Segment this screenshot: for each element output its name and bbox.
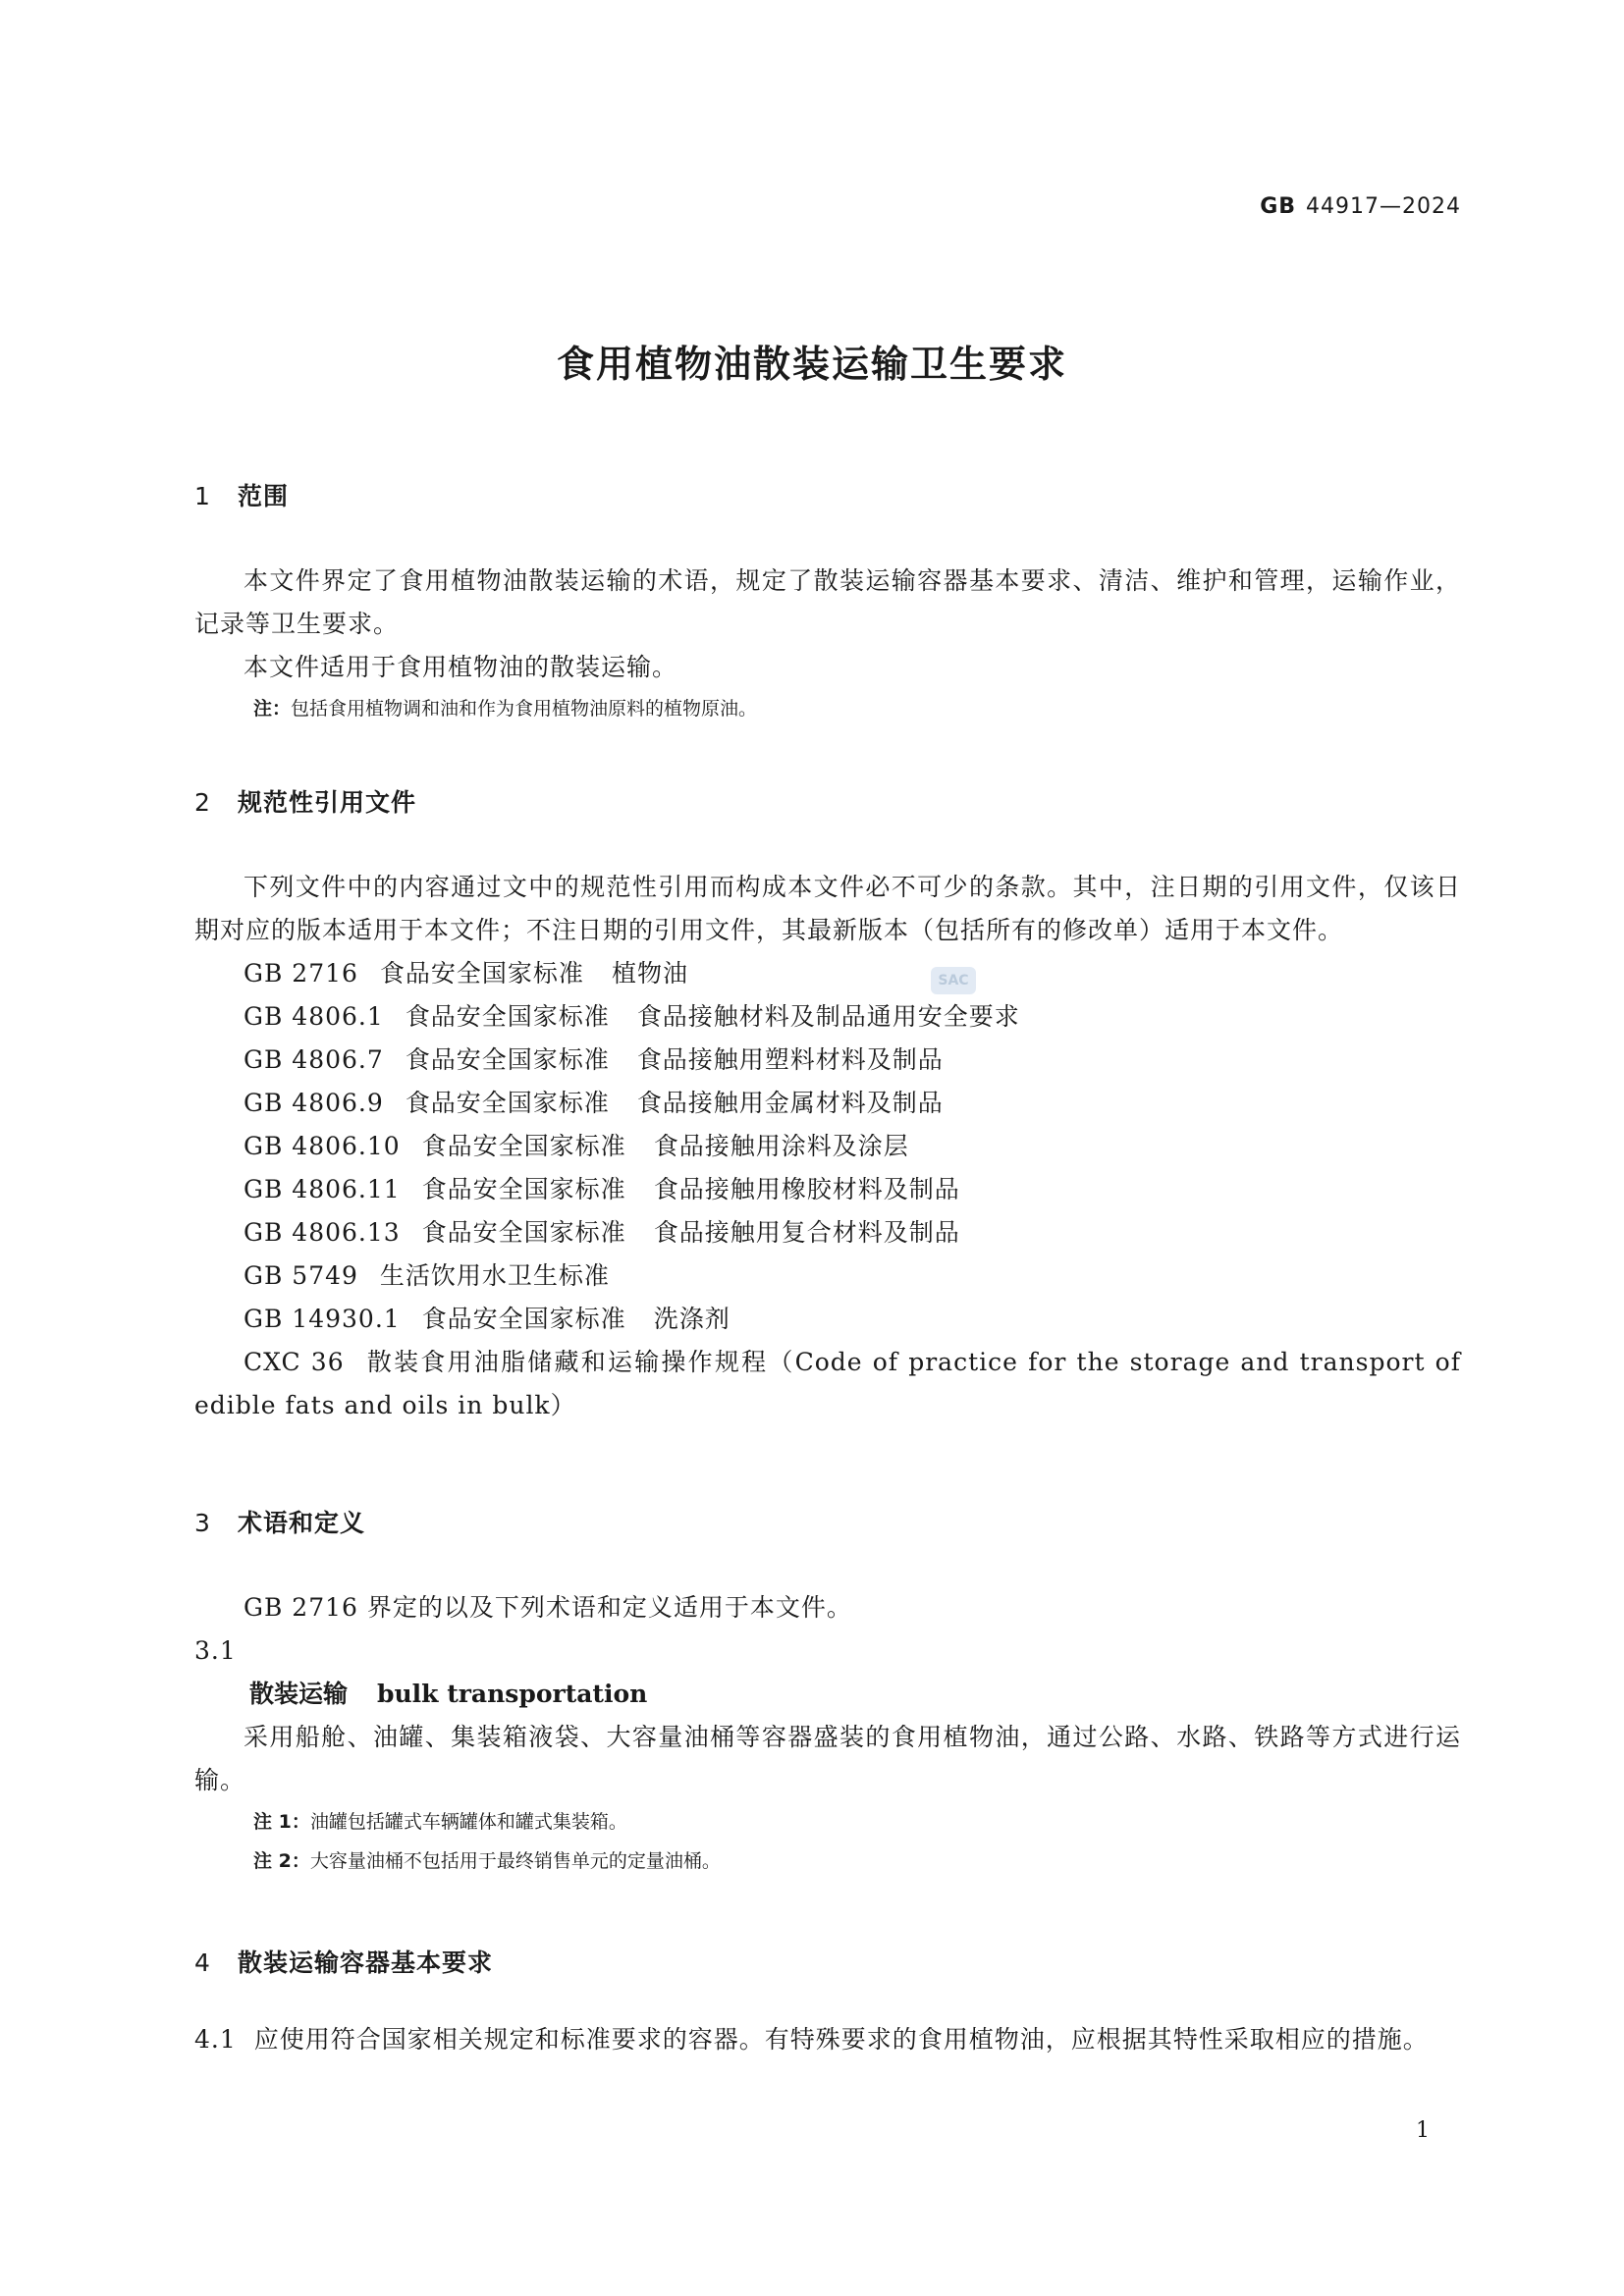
section-3-body bbox=[194, 1586, 1461, 1881]
term-name-zh: 散装运输 bbox=[249, 1680, 349, 1708]
section-1-heading bbox=[194, 477, 1461, 512]
sac-watermark-logo: SAC bbox=[931, 967, 976, 994]
section-3-title: 术语和定义 bbox=[238, 1509, 366, 1537]
reference-item: GB 4806.7 食品安全国家标准 食品接触用塑料材料及制品 bbox=[244, 1045, 944, 1074]
section-1-title: 范围 bbox=[238, 482, 290, 510]
reference-item: GB 4806.1 食品安全国家标准 食品接触材料及制品通用安全要求 bbox=[244, 1002, 1020, 1031]
section-2-body bbox=[194, 866, 1461, 1427]
section-3-number: 3 bbox=[194, 1509, 211, 1537]
section-2 bbox=[194, 783, 1461, 819]
section-2-paragraph-1: 下列文件中的内容通过文中的规范性引用而构成本文件必不可少的条款。其中，注日期的引用文件，仅该日期对应的版本适用于本文件；不注日期的引用文件，其最新版本（包括所有的修改单）适用于本文件。 bbox=[194, 873, 1461, 944]
note-label: 注： bbox=[253, 698, 292, 720]
section-2-heading bbox=[194, 783, 1461, 819]
term-name-en: bulk transportation bbox=[377, 1680, 648, 1708]
note-text: 包括食用植物调和油和作为食用植物油原料的植物原油。 bbox=[291, 698, 758, 720]
standard-code bbox=[1260, 194, 1461, 219]
reference-item: GB 4806.10 食品安全国家标准 食品接触用涂料及涂层 bbox=[244, 1132, 909, 1160]
clause-4-1 bbox=[194, 2018, 1461, 2061]
section-1-body bbox=[194, 560, 1461, 728]
section-3 bbox=[194, 1504, 1461, 1539]
clause-number: 4.1 bbox=[194, 2025, 237, 2054]
page-number: 1 bbox=[1416, 2118, 1430, 2143]
section-3-heading bbox=[194, 1504, 1461, 1539]
reference-item: GB 4806.9 食品安全国家标准 食品接触用金属材料及制品 bbox=[244, 1089, 944, 1117]
term-note-2 bbox=[194, 1842, 1461, 1881]
reference-item-last bbox=[194, 1341, 1461, 1427]
section-4-number: 4 bbox=[194, 1949, 211, 1977]
section-4 bbox=[194, 1944, 1461, 1979]
note-text: 大容量油桶不包括用于最终销售单元的定量油桶。 bbox=[309, 1850, 721, 1872]
section-4-body bbox=[194, 2018, 1461, 2061]
term-note-1 bbox=[194, 1802, 1461, 1842]
note-label: 注 1： bbox=[253, 1811, 310, 1833]
term-number: 3.1 bbox=[194, 1636, 237, 1665]
reference-item: GB 5749 生活饮用水卫生标准 bbox=[244, 1261, 610, 1290]
clause-text: 应使用符合国家相关规定和标准要求的容器。有特殊要求的食用植物油，应根据其特性采取相应的措施。 bbox=[253, 2025, 1429, 2054]
note-label: 注 2： bbox=[253, 1850, 310, 1872]
standard-number: 44917—2024 bbox=[1306, 194, 1461, 219]
section-1-paragraph-2: 本文件适用于食用植物油的散装运输。 bbox=[244, 653, 678, 681]
section-2-number: 2 bbox=[194, 788, 211, 817]
reference-list bbox=[194, 952, 1461, 1341]
section-2-title: 规范性引用文件 bbox=[238, 788, 417, 817]
reference-code: CXC 36 bbox=[244, 1348, 345, 1376]
section-3-paragraph-1: GB 2716 界定的以及下列术语和定义适用于本文件。 bbox=[244, 1593, 852, 1622]
reference-item: GB 2716 食品安全国家标准 植物油 bbox=[244, 959, 688, 988]
section-1-paragraph-1: 本文件界定了食用植物油散装运输的术语，规定了散装运输容器基本要求、清洁、维护和管理，运输作业，记录等卫生要求。 bbox=[194, 566, 1461, 638]
term-name bbox=[194, 1673, 1461, 1716]
note-text: 油罐包括罐式车辆罐体和罐式集装箱。 bbox=[309, 1811, 627, 1833]
section-1-number: 1 bbox=[194, 482, 211, 510]
reference-item: GB 14930.1 食品安全国家标准 洗涤剂 bbox=[244, 1305, 731, 1333]
section-4-title: 散装运输容器基本要求 bbox=[238, 1949, 494, 1977]
standard-prefix: GB bbox=[1260, 194, 1297, 219]
section-4-heading bbox=[194, 1944, 1461, 1979]
section-1-note bbox=[194, 689, 1461, 728]
reference-item: GB 4806.11 食品安全国家标准 食品接触用橡胶材料及制品 bbox=[244, 1175, 960, 1203]
document-title: 食用植物油散装运输卫生要求 bbox=[556, 343, 1067, 386]
reference-title: 散装食用油脂储藏和运输操作规程（Code of practice for the storage and transport of edible fats and oils in bulk） bbox=[194, 1348, 1461, 1419]
section-1 bbox=[194, 477, 1461, 512]
reference-item: GB 4806.13 食品安全国家标准 食品接触用复合材料及制品 bbox=[244, 1218, 960, 1247]
term-definition: 采用船舱、油罐、集装箱液袋、大容量油桶等容器盛装的食用植物油，通过公路、水路、铁路等方式进行运输。 bbox=[194, 1723, 1461, 1794]
